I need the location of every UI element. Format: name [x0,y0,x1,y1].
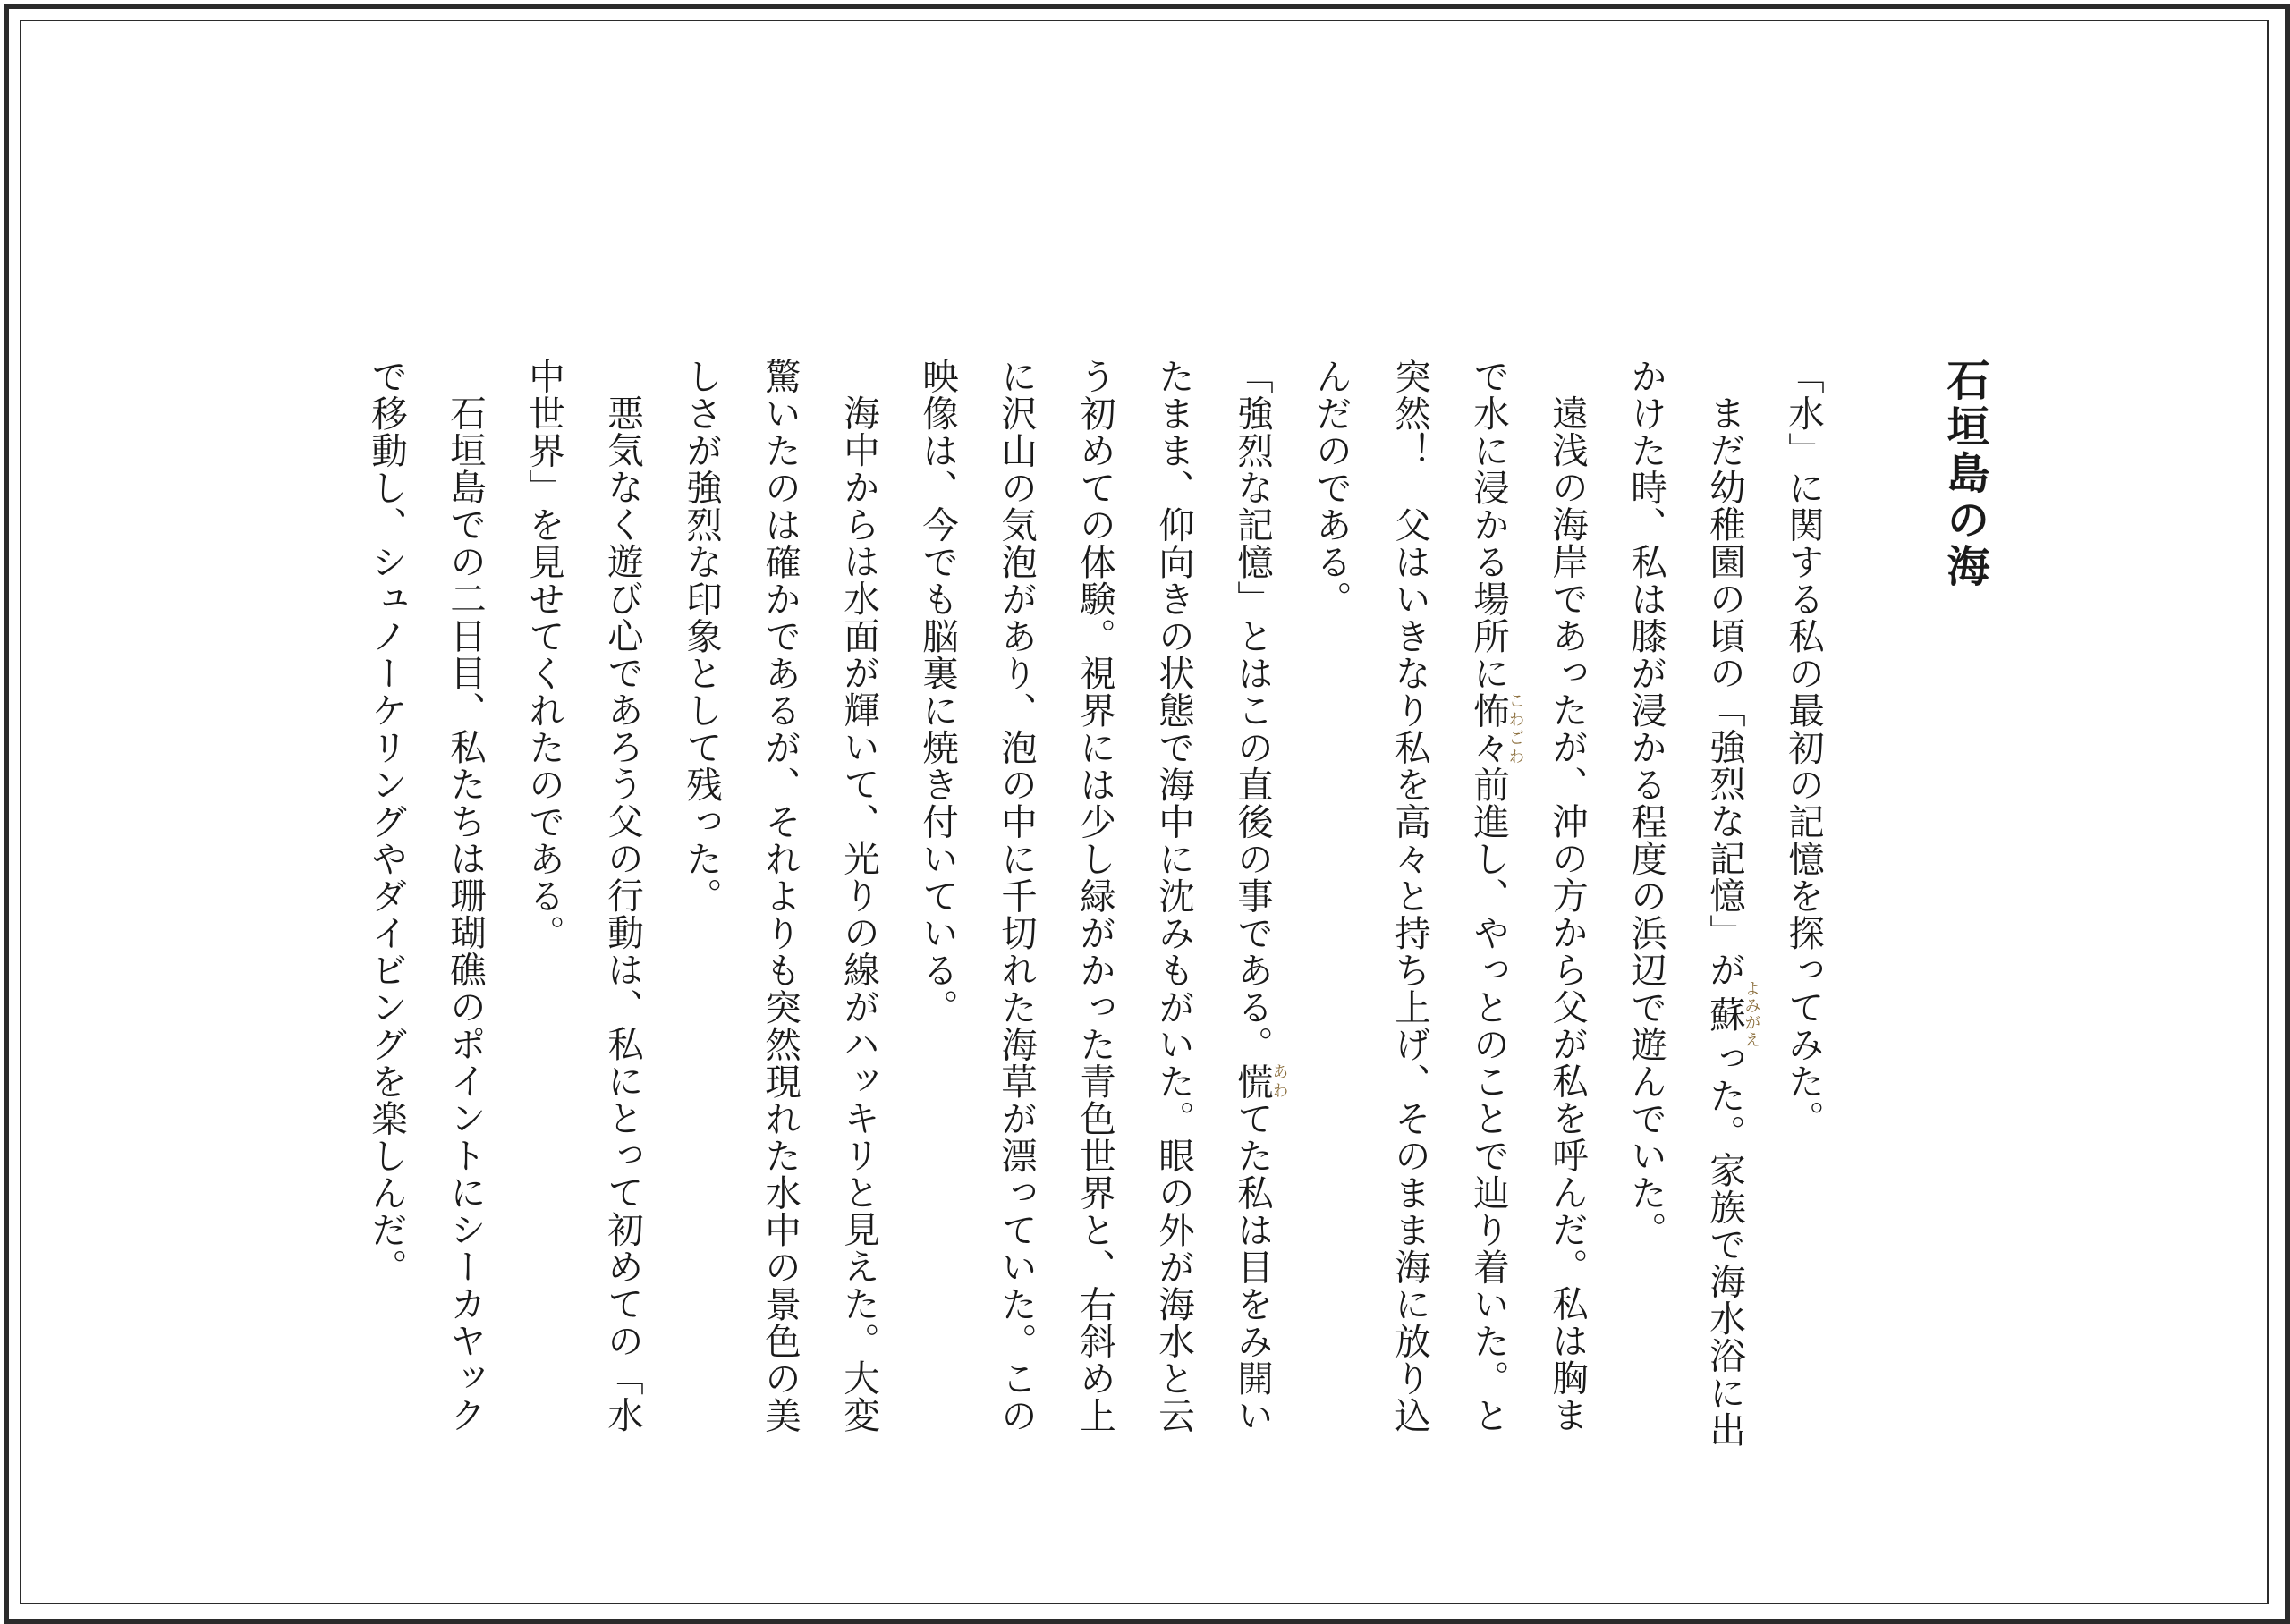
text-segment: 「強烈な記憶」とはこの直後の事である。 [1231,358,1274,1063]
paragraph-p1 [1764,358,1843,1458]
text-segment: てた私は目をみ開いたまま、仰向きの状態で海中に沈みもがいた。眼の外が海水と云う初めての体験。視界には少し緑がかった青色世界と、右斜め上に沢山の気泡があり、泡の中に千切れた海草が漂っていた。この映像は、今でも脳裏に焼き付いている。 [916,358,1274,1434]
paragraph-p3 [1292,358,1607,1458]
paragraph-p2 [1607,358,1764,1458]
text-segment: 海中からは水面が輝いて、光りの線がハッキリと見えた。大変驚いたのは確かであるが、それよりも突然現れた水中の景色の美しさが強烈な印象として残った。 [680,358,880,1434]
paragraph-p7 [347,358,505,1458]
ruby-base: 蘇 [1703,979,1746,1048]
ruby-base: 怖々 [1467,691,1510,766]
text-segment: 「水」に関する私の最初の記憶を探ってみた。 [1782,358,1825,1138]
text-segment: まだ幼稚園の頃の「強烈な記憶」 [1703,393,1746,951]
page-title: 石垣島の海 [1939,358,1989,590]
furigana: よみがえ [1742,979,1761,1048]
paragraph-p4 [898,358,1292,1458]
text-segment: 悪気なく遊び心であろう父の行動は、私にとって初めての「水中世界」を見せてくれたのである。 [522,358,644,1434]
text-segment: 石垣島での二日目、私たちは珊瑚礁のポイントにシーカヤックで移動し、シュノーケリングやダイビングを楽しんだ。 [365,358,487,1434]
text-segment: 前進し、やっとのことで辿り着いた。と突然！ 父はいきなり私を高々と持ち上げ、そのまま海に放り込んだのである。 [1310,358,1510,1434]
ruby-annotation [1231,1062,1289,1101]
paragraph-p5 [662,358,898,1458]
ruby-base: 慌 [1231,1062,1274,1100]
text-segment: 遠浅の海岸であったが、沖の方から父が私を呼んだ。私は胸まで水に浸かる場所に [1467,358,1589,1434]
paragraph-p6 [505,358,662,1458]
ruby-annotation [1703,979,1761,1048]
essay-body [347,358,1843,1458]
text-segment: った。家族で海水浴に出かけた時、私は膝が浸かる程度の浜辺で遊んでいた。 [1624,358,1746,1448]
text-segment: が [1703,951,1746,988]
furigana: あわ [1269,1062,1289,1100]
furigana: こわごわ [1505,691,1525,766]
ruby-annotation [1467,691,1525,766]
